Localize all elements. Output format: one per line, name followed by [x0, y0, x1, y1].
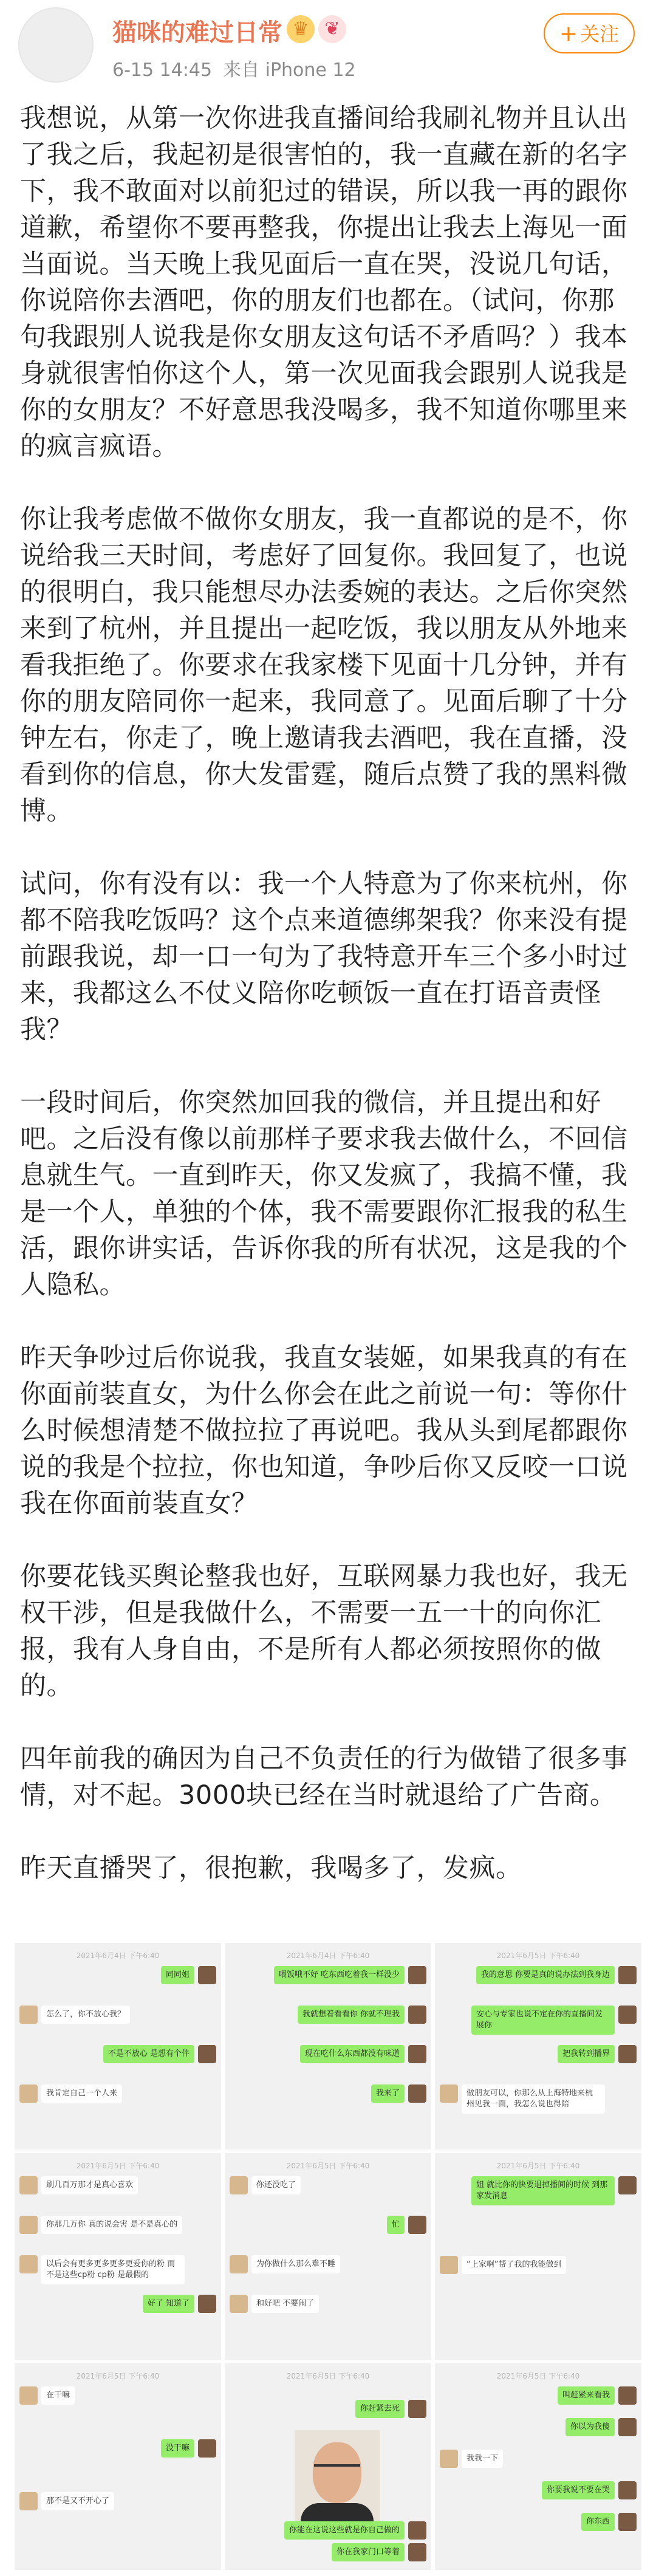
follow-button[interactable] — [544, 13, 635, 53]
chat-message-sent — [473, 1966, 637, 1984]
post-body — [20, 100, 637, 1886]
chat-bubble-text: 你东西 — [581, 2513, 615, 2531]
chat-avatar — [19, 2216, 38, 2234]
chat-avatar — [198, 2045, 216, 2063]
chat-bubble-text: 你以为我傻 — [565, 2418, 615, 2436]
chat-bubble-text: 为你做什么那么难不睡 — [251, 2255, 340, 2273]
chat-bubble-text: 你赶紧去死 — [355, 2400, 405, 2418]
chat-message-sent — [294, 2006, 426, 2024]
chat-bubble-text: 喂饭哦不好 吃东西吃着我一样没少 — [274, 1966, 405, 1984]
chat-bubble-text: 我就想着看看你 你就不理我 — [298, 2006, 405, 2024]
chat-avatar — [440, 2084, 458, 2103]
plus-icon: + — [559, 21, 578, 46]
chat-screenshot-thumbnail[interactable] — [435, 2363, 641, 2570]
chat-avatar — [230, 2176, 248, 2194]
chat-screenshot-thumbnail[interactable] — [15, 2153, 221, 2360]
chat-avatar — [408, 2216, 426, 2234]
chat-bubble-text: 我的意思 你要是真的说办法到我身边 — [476, 1966, 615, 1984]
chat-message-received — [440, 2450, 507, 2468]
chat-message-sent — [383, 2216, 426, 2234]
chat-bubble-text: 你在我家门口等着 — [332, 2543, 405, 2561]
chat-message-sent — [139, 2295, 216, 2313]
chat-message-received — [230, 2295, 323, 2313]
chat-bubble-text: 不是不放心 是想有个伴 — [103, 2045, 194, 2063]
chat-message-sent — [367, 2084, 426, 2103]
chat-screenshot-thumbnail[interactable] — [435, 1943, 641, 2150]
chat-bubble-text: 没干嘛 — [161, 2439, 194, 2458]
chat-avatar — [19, 2176, 38, 2194]
chat-avatar — [198, 2439, 216, 2458]
author-avatar[interactable] — [18, 7, 94, 83]
chat-bubble-text: 安心与专家也说不定在你的直播间发展你 — [471, 2006, 615, 2035]
chat-bubble-text: 怎么了，你不放心我？ — [41, 2006, 130, 2024]
chat-message-sent — [328, 2543, 426, 2561]
chat-bubble-text: 我来了 — [371, 2084, 405, 2103]
chat-avatar — [618, 2045, 637, 2063]
chat-timestamp: 2021年6月5日 下午6:40 — [496, 2372, 580, 2380]
chat-avatar — [618, 2006, 637, 2024]
chat-bubble-text: 你那几万你 真的说会害 是不是真心的 — [41, 2216, 182, 2234]
post-source: 来自 iPhone 12 — [223, 60, 356, 81]
chat-avatar — [408, 2543, 426, 2561]
chat-message-received — [19, 2216, 186, 2234]
chat-bubble-text: 你要我说不要在哭 — [542, 2481, 615, 2499]
chat-avatar — [230, 2255, 248, 2273]
chat-bubble-text: 我肯定自己一个人来 — [41, 2084, 122, 2103]
chat-bubble-text: 现在吃什么东西都没有味道 — [300, 2045, 405, 2063]
chat-bubble-text: 和好吧 不要闹了 — [251, 2295, 319, 2313]
chat-avatar — [19, 2084, 38, 2103]
author-badges — [287, 13, 350, 43]
chat-message-received — [440, 2256, 570, 2274]
chat-bubble-text: 忙 — [387, 2216, 405, 2234]
chat-message-sent — [100, 2045, 216, 2063]
chat-message-received — [230, 2255, 344, 2273]
chat-bubble-text: 你还没吃了 — [251, 2176, 301, 2194]
chat-message-received — [19, 2386, 78, 2405]
chat-bubble-text: 刷几百万那才是真心喜欢 — [41, 2176, 138, 2194]
chat-timestamp: 2021年6月5日 下午6:40 — [496, 1951, 580, 1960]
chat-avatar — [19, 2386, 38, 2405]
chat-bubble-text: 好了 知道了 — [143, 2295, 194, 2313]
chat-avatar — [408, 2006, 426, 2024]
post-paragraph: 一段时间后，你突然加回我的微信，并且提出和好吧。之后没有像以前那样子要求我去做什么，不回信息就生气。一直到昨天，你又发疯了，我搞不懂，我是一个人，单独的个体，我不需要跟你汇报我的私生活，跟你讲实话，告诉你我的所有状况，这是我的个人隐私。 — [20, 1088, 628, 1300]
post-paragraph: 试问，你有没有以：我一个人特意为了你来杭州，你都不陪我吃饭吗？这个点来道德绑架我？你来没有提前跟我说，却一口一句为了我特意开车三个多小时过来，我都这么不仗义陪你吃顿饭一直在打语音责怪我？ — [20, 869, 628, 1045]
chat-message-sent — [468, 2176, 637, 2205]
image-grid — [15, 1943, 641, 2569]
chat-screenshot-thumbnail[interactable] — [225, 2363, 431, 2570]
chat-avatar — [408, 1966, 426, 1984]
chat-bubble-text: 我我一下 — [462, 2450, 503, 2468]
chat-screenshot-thumbnail[interactable] — [225, 1943, 431, 2150]
chat-avatar — [618, 2481, 637, 2499]
chat-screenshot-thumbnail[interactable] — [225, 2153, 431, 2360]
chat-screenshot-thumbnail[interactable] — [15, 1943, 221, 2150]
chat-avatar — [440, 2256, 458, 2274]
chat-avatar — [19, 2492, 38, 2510]
chat-bubble-text: 在干嘛 — [41, 2386, 75, 2405]
chat-avatar — [618, 2418, 637, 2436]
chat-screenshot-thumbnail[interactable] — [435, 2153, 641, 2360]
follow-label: 关注 — [580, 22, 620, 46]
chat-bubble-text: 姐 就比你的快要退掉播间的时候 到那家发消息 — [471, 2176, 615, 2205]
chat-message-received — [19, 2176, 142, 2194]
post-paragraph: 昨天争吵过后你说我，我直女装姬，如果我真的有在你面前装直女，为什么你会在此之前说一句：等你什么时候想清楚不做拉拉了再说吧。我从头到尾都跟你说的我是个拉拉，你也知道，争吵后你又反咬一口说我在你面前装直女？ — [20, 1343, 628, 1519]
video-call-face-image — [295, 2430, 380, 2533]
bow-badge-icon: ❦ — [318, 15, 346, 43]
chat-bubble-text: 做朋友可以，你那么从上海特地来杭州见我一面，我怎么说也得陪 — [462, 2084, 605, 2114]
chat-message-sent — [468, 2006, 637, 2035]
chat-bubble-text: 以后会有更多更多更多更爱你的粉 而不是这些cp粉 cp粉 是最假的 — [41, 2255, 185, 2284]
chat-message-received — [19, 2492, 118, 2510]
chat-message-sent — [554, 2045, 637, 2063]
chat-avatar — [408, 2084, 426, 2103]
chat-message-sent — [554, 2386, 637, 2405]
chat-message-sent — [562, 2418, 637, 2436]
chat-timestamp: 2021年6月5日 下午6:40 — [76, 2372, 160, 2380]
chat-avatar — [408, 2045, 426, 2063]
chat-message-sent — [270, 1966, 426, 1984]
post-paragraph: 你要花钱买舆论整我也好，互联网暴力我也好，我无权干涉，但是我做什么，不需要一五一十的向你汇报，我有人身自由，不是所有人都必须按照你的做的。 — [20, 1561, 628, 1701]
chat-bubble-text: “上家啊”帮了我的我能做到 — [462, 2256, 566, 2274]
chat-timestamp: 2021年6月5日 下午6:40 — [286, 2162, 370, 2170]
post-header — [0, 0, 656, 91]
chat-message-sent — [157, 1966, 216, 1984]
chat-message-sent — [538, 2481, 637, 2499]
chat-message-sent — [281, 2521, 426, 2540]
chat-timestamp: 2021年6月5日 下午6:40 — [76, 2162, 160, 2170]
post-paragraph: 四年前我的确因为自己不负责任的行为做错了很多事情，对不起。3000块已经在当时就退给了广告商。 — [20, 1744, 628, 1810]
chat-avatar — [198, 1966, 216, 1984]
chat-avatar — [618, 1966, 637, 1984]
post-paragraph: 我想说，从第一次你进我直播间给我刷礼物并且认出了我之后，我起初是很害怕的，我一直藏在新的名字下，我不敢面对以前犯过的错误，所以我一再的跟你道歉，希望你不要再整我，你提出让我去上海见一面当面说。当天晚上我见面后一直在哭，没说几句话，你说陪你去酒吧，你的朋友们也都在。（试问，你那句我跟别人说我是你女朋友这句话不矛盾吗？）我本身就很害怕你这个人，第一次见面我会跟别人说我是你的女朋友？不好意思我没喝多，我不知道你哪里来的疯言疯语。 — [20, 103, 628, 462]
chat-avatar — [618, 2176, 637, 2194]
chat-timestamp: 2021年6月4日 下午6:40 — [286, 1951, 370, 1960]
chat-avatar — [618, 2386, 637, 2405]
chat-avatar — [408, 2400, 426, 2418]
chat-message-received — [19, 2084, 126, 2103]
chat-timestamp: 2021年6月5日 下午6:40 — [496, 2162, 580, 2170]
chat-avatar — [230, 2295, 248, 2313]
post-date: 6-15 14:45 — [112, 60, 213, 81]
author-name[interactable]: 猫咪的难过日常 — [112, 19, 282, 47]
chat-screenshot-thumbnail[interactable] — [15, 2363, 221, 2570]
chat-message-received — [19, 2255, 188, 2284]
chat-bubble-text: 把我转到播界 — [558, 2045, 615, 2063]
chat-timestamp: 2021年6月5日 下午6:40 — [286, 2372, 370, 2380]
chat-timestamp: 2021年6月4日 下午6:40 — [76, 1951, 160, 1960]
chat-message-sent — [578, 2513, 637, 2531]
chat-message-sent — [352, 2400, 426, 2418]
chat-message-received — [19, 2006, 134, 2024]
chat-bubble-text: 那不是又不开心了 — [41, 2492, 114, 2510]
post-paragraph: 你让我考虑做不做你女朋友，我一直都说的是不，你说给我三天时间，考虑好了回复你。我回复了，也说的很明白，我只能想尽办法委婉的表达。之后你突然来到了杭州，并且提出一起吃饭，我以朋友从外地来看我拒绝了。你要求在我家楼下见面十几分钟，并有你的朋友陪同你一起来，我同意了。见面后聊了十分钟左右，你走了，晚上邀请我去酒吧，我在直播，没看到你的信息，你大发雷霆，随后点赞了我的黑料微博。 — [20, 504, 628, 826]
chat-bubble-text: 同同姐 — [161, 1966, 194, 1984]
chat-message-received — [440, 2084, 609, 2114]
chat-avatar — [440, 2450, 458, 2468]
chat-avatar — [19, 2006, 38, 2024]
post-meta — [112, 55, 367, 81]
chat-message-received — [230, 2176, 304, 2194]
chat-bubble-text: 叫赶紧来看我 — [558, 2386, 615, 2405]
crown-badge-icon: ♛ — [287, 15, 315, 43]
chat-avatar — [408, 2521, 426, 2540]
chat-bubble-text: 你能在这说这些就是你自己做的 — [284, 2521, 405, 2540]
chat-avatar — [19, 2255, 38, 2273]
chat-message-sent — [296, 2045, 426, 2063]
chat-avatar — [198, 2295, 216, 2313]
chat-avatar — [618, 2513, 637, 2531]
chat-message-sent — [157, 2439, 216, 2458]
post-paragraph: 昨天直播哭了，很抱歉，我喝多了，发疯。 — [20, 1853, 522, 1883]
